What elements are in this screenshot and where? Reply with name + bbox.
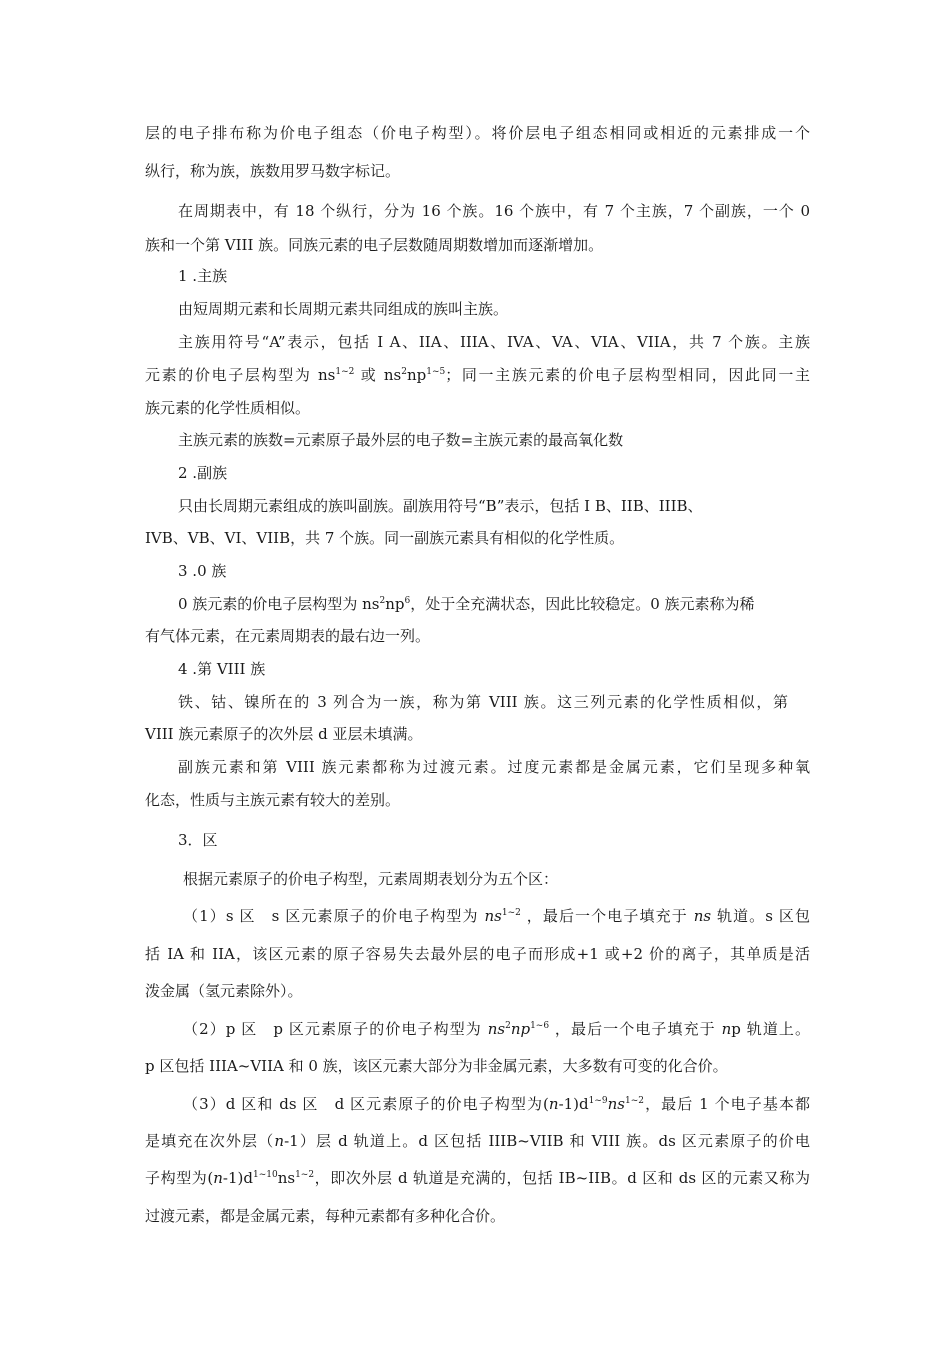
text-line: IVB、VB、VI、VIIB，共 7 个族。同一副族元素具有相似的化学性质。 (145, 529, 625, 547)
text-line: （1）s 区 s 区元素原子的价电子构型为 $ns^{1\sim 2}$ ，最后一个电子填充于 ns 轨道。s 区包 (183, 907, 810, 925)
text-line: 是填充在次外层（n-1）层 d 轨道上。d 区包括 IIIB~VIIB 和 VIII 族。ds 区元素原子的价电 (145, 1132, 810, 1150)
text-line: p 区包括 IIIA~VIIA 和 0 族，该区元素大部分为非金属元素，大多数有可变的化合价。 (145, 1057, 728, 1075)
text-line: 泼金属（氢元素除外）。 (145, 982, 303, 1000)
text-line: 层的电子排布称为价电子组态（价电子构型）。将价层电子组态相同或相近的元素排成一个 (145, 124, 810, 142)
text-line: 族和一个第 VIII 族。同族元素的电子层数随周期数增加而逐渐增加。 (145, 236, 604, 254)
section-heading: 1 .主族 (178, 267, 228, 285)
text-line: 在周期表中，有 18 个纵行，分为 16 个族。16 个族中，有 7 个主族，7 个副族，一个 0 (178, 202, 810, 220)
text-line: （3）d 区和 ds 区 d 区元素原子的价电子构型为$(n-1)d^{1\sim 9}ns^{1\sim 2}$，最后 1 个电子基本都 (183, 1095, 810, 1113)
section-heading: 3 .0 族 (178, 562, 227, 580)
text-line: 主族用符号“A”表示，包括 I A、IIA、IIIA、IVA、VA、VIA、VIIA，共 7 个族。主族 (178, 333, 810, 351)
text-line: 元素的价电子层构型为 $ns^{1\sim 2}$ 或 $ns^2np^{1\sim 5}$；同一主族元素的价电子层构型相同，因此同一主 (145, 366, 810, 384)
text-line: 由短周期元素和长周期元素共同组成的族叫主族。 (178, 300, 509, 318)
text-line: 0 族元素的价电子层构型为 $ns^2np^6$，处于全充满状态，因此比较稳定。0 族元素称为稀 (178, 595, 755, 613)
text-line: 只由长周期元素组成的族叫副族。副族用符号“B”表示，包括 I B、IIB、IIIB、 (178, 497, 703, 515)
text-line: 副族元素和第 VIII 族元素都称为过渡元素。过度元素都是金属元素，它们呈现多种氧 (178, 758, 810, 776)
text-line: VIII 族元素原子的次外层 d 亚层未填满。 (145, 725, 423, 743)
text-line: 主族元素的族数=元素原子最外层的电子数=主族元素的最高氧化数 (178, 431, 624, 449)
section-heading: 3．区 (178, 831, 218, 849)
text-line: 子构型为$(n-1)d^{1\sim 10}ns^{1\sim 2}$，即次外层 d 轨道是充满的，包括 IB~IIB。d 区和 ds 区的元素又称为 (145, 1169, 810, 1187)
text-line: 括 IA 和 IIA，该区元素的原子容易失去最外层的电子而形成+1 或+2 价的离子，其单质是活 (145, 945, 810, 963)
text-line: 铁、钴、镍所在的 3 列合为一族，称为第 VIII 族。这三列元素的化学性质相似，第 (178, 693, 788, 711)
text-line: 过渡元素，都是金属元素，每种元素都有多种化合价。 (145, 1207, 506, 1225)
text-line: 化态，性质与主族元素有较大的差别。 (145, 791, 401, 809)
text-line: 族元素的化学性质相似。 (145, 399, 311, 417)
section-heading: 4 .第 VIII 族 (178, 660, 266, 678)
text-line: 纵行，称为族，族数用罗马数字标记。 (145, 162, 401, 180)
text-line: （2）p 区 p 区元素原子的价电子构型为 $ns^2np^{1\sim 6}$ ，最后一个电子填充于 np 轨道上。 (183, 1020, 810, 1038)
text-line: 根据元素原子的价电子构型，元素周期表划分为五个区： (183, 870, 559, 888)
section-heading: 2 .副族 (178, 464, 228, 482)
text-line: 有气体元素，在元素周期表的最右边一列。 (145, 627, 431, 645)
